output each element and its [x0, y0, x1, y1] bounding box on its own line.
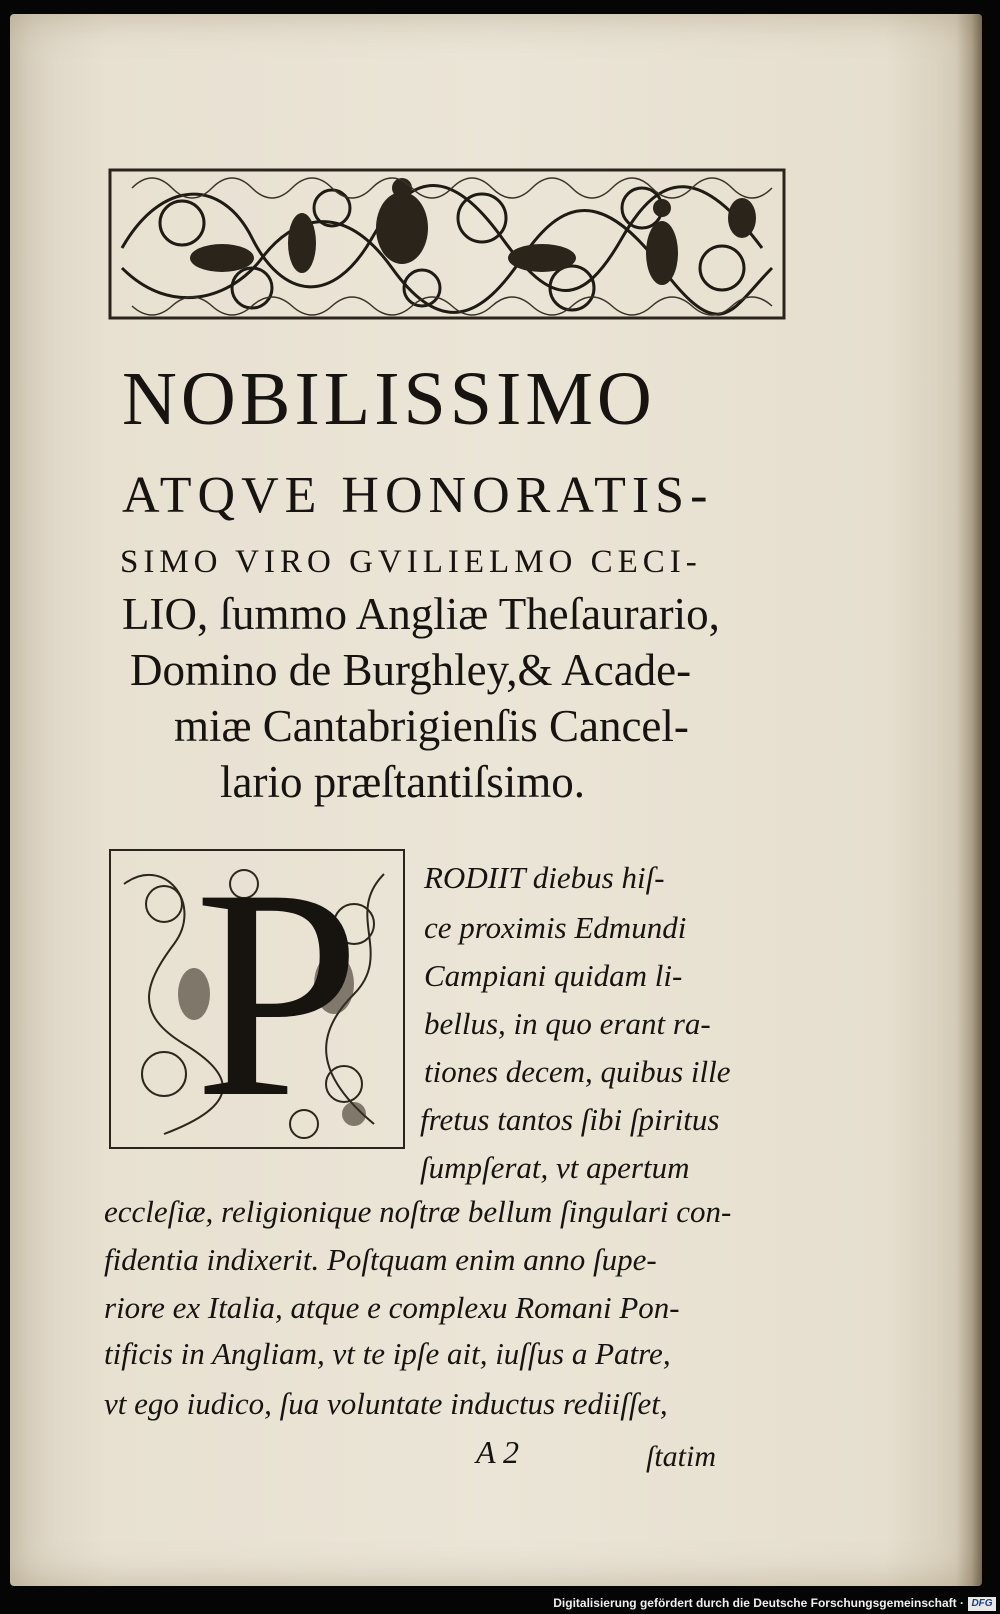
title-line-4: LIO, ſummo Angliæ Theſaurario,: [122, 589, 720, 639]
body-line: riore ex Italia, atque e complexu Romani Pon-: [104, 1290, 680, 1325]
dfg-logo: DFG: [968, 1597, 996, 1611]
title-line-7: lario præſtantiſsimo.: [220, 757, 585, 807]
page-edge-shadow: [956, 14, 982, 1586]
body-line: tiones decem, quibus ille: [424, 1054, 731, 1089]
woodcut-headpiece-ornament: [102, 148, 792, 332]
title-line-1: NOBILISSIMO: [122, 357, 656, 441]
digitization-credit: Digitalisierung gefördert durch die Deutsche Forschungsgemeinschaft ·: [553, 1596, 964, 1610]
title-line-3: SIMO VIRO GVILIELMO CECI-: [120, 544, 702, 580]
book-page: [10, 14, 982, 1586]
signature-mark: A 2: [476, 1434, 519, 1470]
body-line: vt ego iudico, ſua voluntate inductus rediiſſet,: [104, 1386, 668, 1421]
body-line: Campiani quidam li-: [424, 958, 683, 993]
title-line-6: miæ Cantabrigienſis Cancel-: [174, 701, 689, 751]
body-line: fretus tantos ſibi ſpiritus: [420, 1102, 720, 1137]
body-line: ſumpſerat, vt apertum: [420, 1150, 690, 1185]
body-line: fidentia indixerit. Poſtquam enim anno ſupe-: [104, 1242, 657, 1277]
decorated-initial: [104, 827, 410, 1159]
body-line: RODIIT diebus hiſ-: [424, 860, 665, 895]
body-line: tificis in Angliam, vt te ipſe ait, iuſſus a Patre,: [104, 1336, 671, 1371]
title-line-5: Domino de Burghley,& Acade-: [130, 645, 692, 695]
initial-letter: P: [194, 827, 361, 1159]
body-line: bellus, in quo erant ra-: [424, 1006, 711, 1041]
title-line-2: ATQVE HONORATIS-: [122, 467, 714, 524]
catchword: ſtatim: [646, 1440, 717, 1473]
body-line: ce proximis Edmundi: [424, 910, 687, 945]
body-line: eccleſiæ, religionique noſtræ bellum ſingulari con-: [104, 1194, 732, 1229]
